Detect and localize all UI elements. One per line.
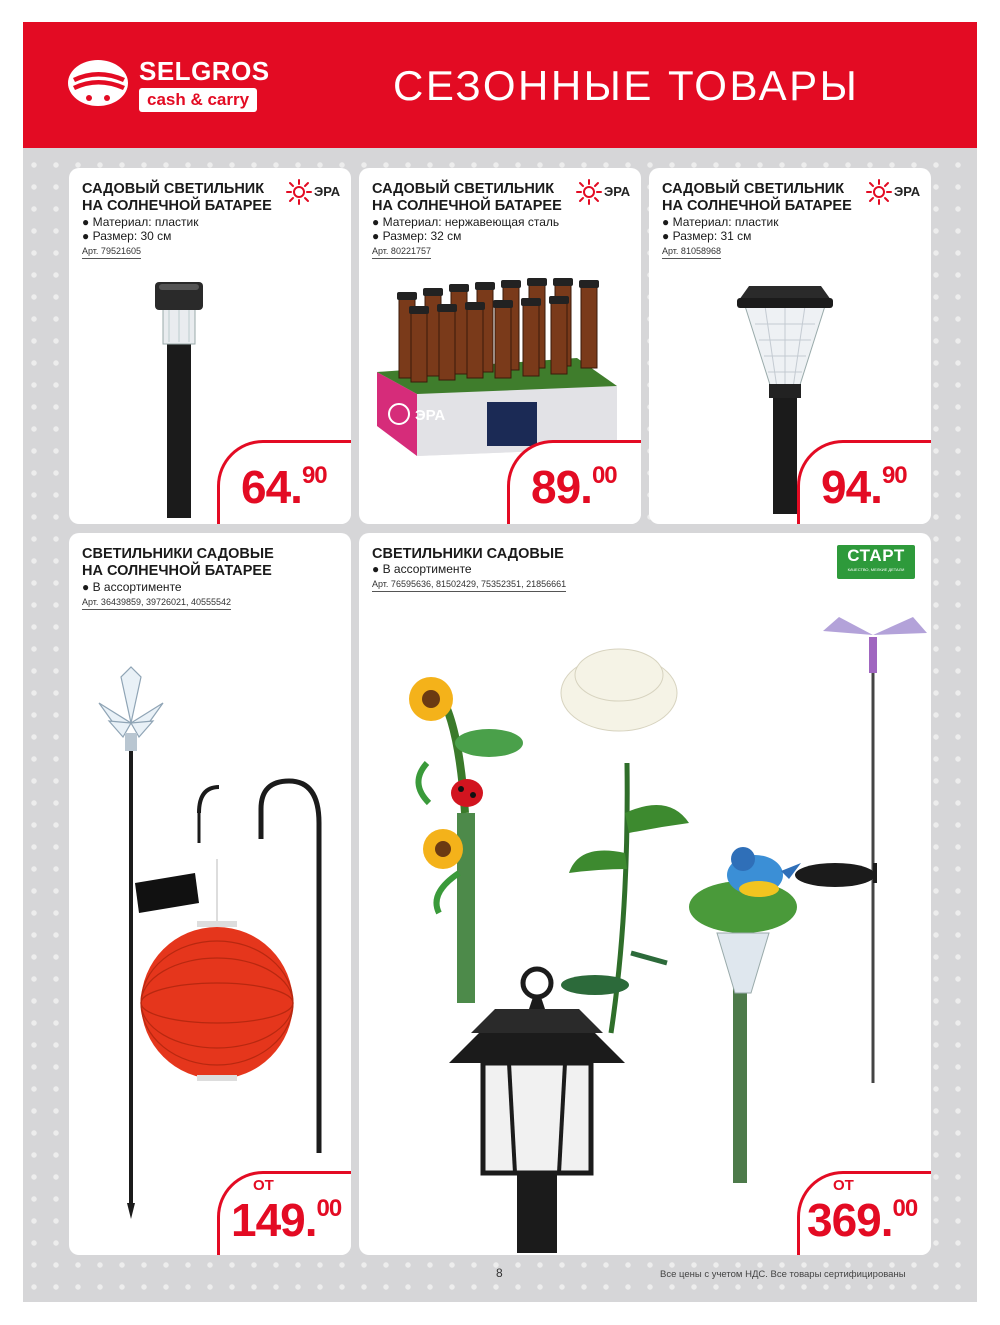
brand-name: SELGROS (139, 56, 270, 86)
era-sun-icon (285, 178, 313, 206)
price-from-label: ОТ (253, 1177, 274, 1194)
page-number: 8 (496, 1266, 503, 1280)
product-specs: ● Материал: пластик ● Размер: 30 см (82, 215, 199, 243)
article-number: Арт. 76595636, 81502429, 75352351, 21856661 (372, 579, 566, 592)
product-title: САДОВЫЙ СВЕТИЛЬНИК НА СОЛНЕЧНОЙ БАТАРЕЕ (82, 181, 272, 214)
box-brand-label: ЭРА (415, 407, 446, 424)
selgros-logo (67, 56, 277, 116)
solar-stake-light-image (149, 278, 209, 518)
product-specs: ● Материал: пластик ● Размер: 31 см (662, 215, 779, 243)
display-box-lights-image (377, 276, 617, 456)
assorted-garden-lights-image (399, 613, 929, 1253)
article-number: Арт. 81058968 (662, 246, 721, 259)
era-brand-logo: ЭРА (285, 178, 345, 208)
era-sun-icon (865, 178, 893, 206)
price-from-label: ОТ (833, 1177, 854, 1194)
product-specs: ● Материал: нержавеющая сталь ● Размер: 32 см (372, 215, 560, 243)
article-number: Арт. 36439859, 39726021, 40555542 (82, 597, 231, 610)
product-title: СВЕТИЛЬНИКИ САДОВЫЕ (372, 546, 564, 562)
selgros-cart-icon (67, 58, 129, 108)
product-card-5[interactable] (359, 533, 931, 1255)
price: 94.90 (821, 461, 907, 513)
flyer-page (23, 22, 977, 1302)
lily-and-lantern-lights-image (79, 663, 339, 1223)
price: 89.00 (531, 461, 617, 513)
product-specs: ● В ассортименте (372, 562, 472, 576)
product-specs: ● В ассортименте (82, 580, 182, 594)
article-number: Арт. 80221757 (372, 246, 431, 259)
product-title: СВЕТИЛЬНИКИ САДОВЫЕ НА СОЛНЕЧНОЙ БАТАРЕЕ (82, 546, 274, 579)
brand-sub: cash & carry (139, 88, 257, 112)
price: 64.90 (241, 461, 327, 513)
price: 149.00 (231, 1194, 342, 1246)
article-number: Арт. 79521605 (82, 246, 141, 259)
product-card-3[interactable] (649, 168, 931, 524)
page-title: СЕЗОННЫЕ ТОВАРЫ (393, 62, 860, 109)
product-card-1[interactable] (69, 168, 351, 524)
price: 369.00 (807, 1194, 918, 1246)
product-title: САДОВЫЙ СВЕТИЛЬНИК НА СОЛНЕЧНОЙ БАТАРЕЕ (662, 181, 852, 214)
start-brand-logo: СТАРТ КАЧЕСТВО, МЕЛКИЕ ДЕТАЛИ (837, 545, 915, 579)
product-card-4[interactable] (69, 533, 351, 1255)
era-sun-icon (575, 178, 603, 206)
product-card-2[interactable] (359, 168, 641, 524)
era-brand-logo: ЭРА (575, 178, 635, 208)
footer-note: Все цены с учетом НДС. Все товары сертифицированы (660, 1269, 906, 1280)
era-brand-logo: ЭРА (865, 178, 925, 208)
header-banner (23, 22, 977, 148)
product-title: САДОВЫЙ СВЕТИЛЬНИК НА СОЛНЕЧНОЙ БАТАРЕЕ (372, 181, 562, 214)
